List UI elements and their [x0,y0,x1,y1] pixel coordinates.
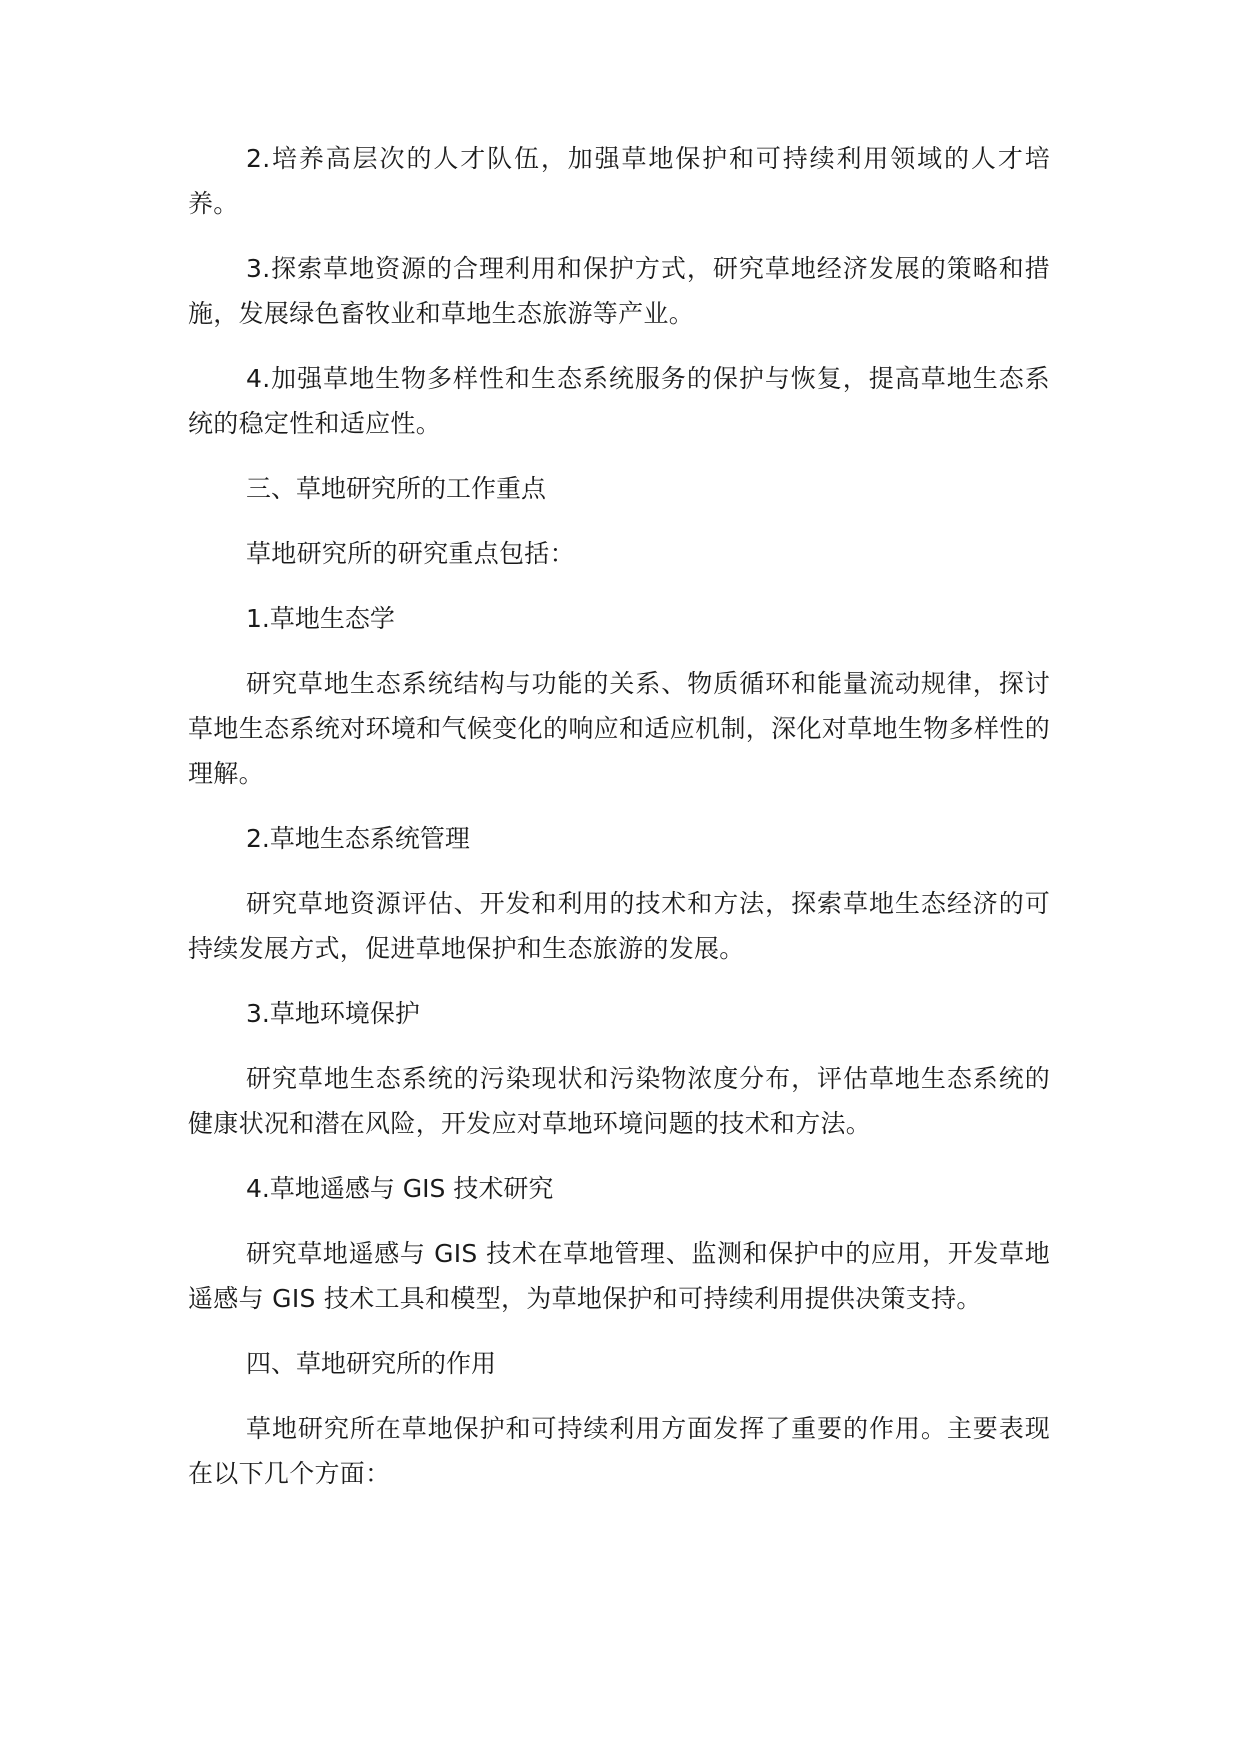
paragraph-resource-use: 3.探索草地资源的合理利用和保护方式，研究草地经济发展的策略和措施，发展绿色畜牧业和草地生态旅游等产业。 [188,254,1050,328]
subheading-remote-sensing-gis: 4.草地遥感与 GIS 技术研究 [246,1174,554,1203]
paragraph-grassland-ecology: 研究草地生态系统结构与功能的关系、物质循环和能量流动规律，探讨草地生态系统对环境和气候变化的响应和适应机制，深化对草地生物多样性的理解。 [188,669,1050,788]
paragraph-role-intro: 草地研究所在草地保护和可持续利用方面发挥了重要的作用。主要表现在以下几个方面： [188,1414,1050,1488]
document-page [188,136,1050,1516]
paragraph-biodiversity: 4.加强草地生物多样性和生态系统服务的保护与恢复，提高草地生态系统的稳定性和适应性。 [188,364,1050,438]
paragraph-environment-protection: 研究草地生态系统的污染现状和污染物浓度分布，评估草地生态系统的健康状况和潜在风险，开发应对草地环境问题的技术和方法。 [188,1064,1050,1138]
paragraph-remote-sensing-gis: 研究草地遥感与 GIS 技术在草地管理、监测和保护中的应用，开发草地遥感与 GIS 技术工具和模型，为草地保护和可持续利用提供决策支持。 [188,1239,1050,1313]
paragraph-ecosystem-management: 研究草地资源评估、开发和利用的技术和方法，探索草地生态经济的可持续发展方式，促进草地保护和生态旅游的发展。 [188,889,1050,963]
paragraph-training: 2.培养高层次的人才队伍，加强草地保护和可持续利用领域的人才培养。 [188,144,1050,218]
section-heading-role: 四、草地研究所的作用 [246,1349,497,1378]
section-heading-work-focus: 三、草地研究所的工作重点 [246,474,547,503]
subheading-grassland-ecology: 1.草地生态学 [246,604,395,633]
paragraph-research-focus-intro: 草地研究所的研究重点包括： [246,539,575,568]
subheading-environment-protection: 3.草地环境保护 [246,999,420,1028]
subheading-ecosystem-management: 2.草地生态系统管理 [246,824,470,853]
